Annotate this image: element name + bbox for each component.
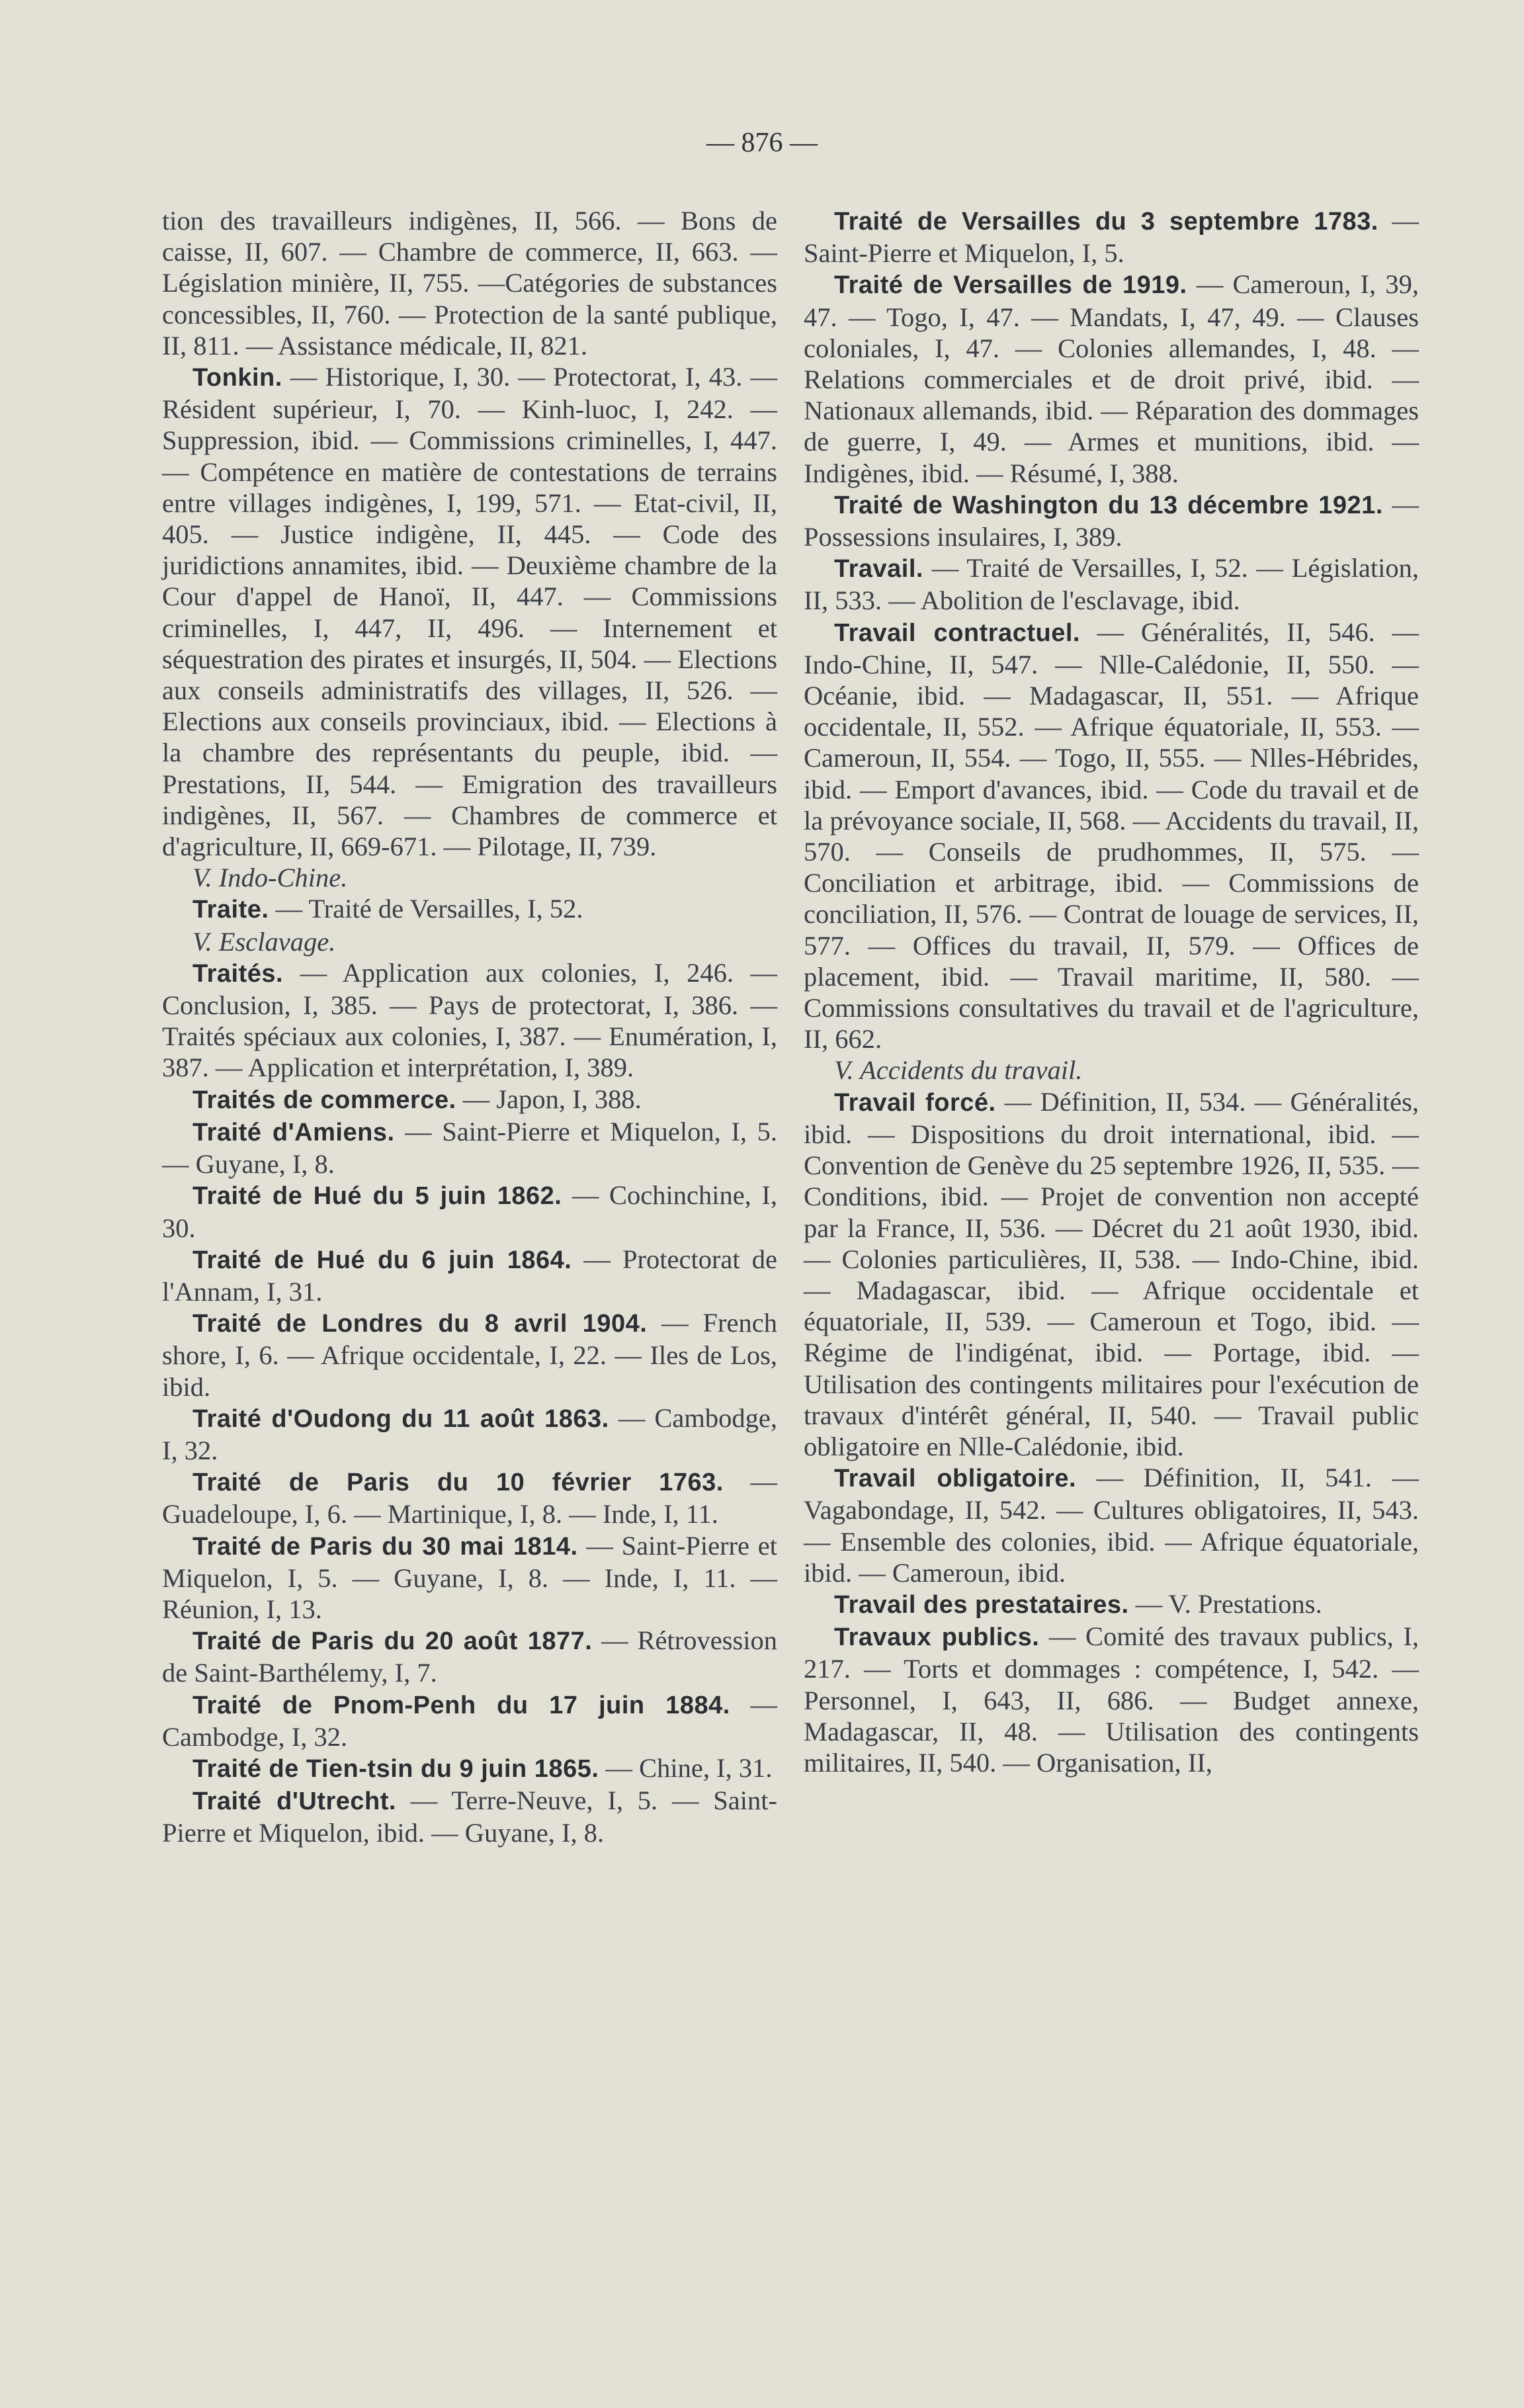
entry-heading: Travail. [834,555,923,583]
index-entry: Traité de Paris du 10 février 1763. — Guadeloupe, I, 6. — Martinique, I, 8. — Inde, I, 11. [162,1467,778,1529]
entry-heading: Traité de Paris du 10 février 1763. [192,1469,724,1497]
entry-heading: Travail obligatoire. [834,1465,1077,1493]
index-entry: Traité d'Amiens. — Saint-Pierre et Miquelon, I, 5. — Guyane, I, 8. [162,1116,777,1180]
see-also: V. Accidents du travail. [834,1055,1083,1086]
index-entry: Traité de Tien-tsin du 9 juin 1865. — Chine, I, 31. [192,1752,773,1783]
index-entry: Traité de Pnom-Penh du 17 juin 1884. — Cambodge, I, 32. [162,1689,778,1752]
index-entry: Traité de Londres du 8 avril 1904. — French shore, I, 6. — Afrique occidentale, I, 22. — Iles de Los, ibid. [162,1308,777,1402]
entry-heading: Travail forcé. [834,1088,996,1117]
index-entry: Tonkin. — Historique, I, 30. — Protectorat, I, 43. — Résident supérieur, I, 70. — Kinh-luoc, I, 242. — Suppression, ibid. — Commissions criminelles, I, 447. — Compétence en matière de contestations de terrains entre villages indigènes, I, 199, 571. — Etat-civil, II, 405. — Justice indigène, II, 445. — Code des juridictions annamites, ibid. — Deuxième chambre de la Cour d'appel de Hanoï, II, 447. — Commissions criminelles, I, 447, II, 496. — Internement et séquestration des pirates et insurgés, II, 504. — Elections aux conseils administratifs des villages, II, 526. — Elections aux conseils provinciaux, ibid. — Elections à la chambre des représentants du peuple, ibid. — Prestations, II, 544. — Emigration des travailleurs indigènes, II, 567. — Chambres de commerce et d'agriculture, II, 669-671. — Pilotage, II, 739. [162,362,777,862]
index-entry: Travail forcé. — Définition, II, 534. — Généralités, ibid. — Dispositions du droit international, ibid. — Convention de Genève du 25 septembre 1926, II, 535. — Conditions, ibid. — Projet de convention non accepté par la France, II, 536. — Décret du 21 août 1930, ibid. — Colonies particulières, II, 538. — Indo-Chine, ibid. — Madagascar, ibid. — Afrique occidentale et équatoriale, II, 539. — Cameroun et Togo, ibid. — Régime de l'indigénat, ibid. — Portage, ibid. — Utilisation des contingents militaires pour l'exécution de travaux d'intérêt général, II, 540. — Travail public obligatoire en Nlle-Calédonie, ibid. [804,1086,1419,1461]
entry-heading: Traité de Versailles du 3 septembre 1783. [834,208,1378,236]
index-entry: Traité de Washington du 13 décembre 1921. — Possessions insulaires, I, 389. [804,489,1419,552]
index-entry: Traité d'Oudong du 11 août 1863. — Cambodge, I, 32. [162,1402,778,1465]
index-entry: tion des travailleurs indigènes, II, 566. — Bons de caisse, II, 607. — Chambre de commerce, II, 663. — Législation minière, II, 755. —Catégories de substances concessibles, II, 760. — Protection de la santé publique, II, 811. — Assistance médicale, II, 821. [162,206,777,361]
index-entry: Traité de Versailles du 3 septembre 1783. — Saint-Pierre et Miquelon, I, 5. [804,206,1419,269]
entry-heading: Travail contractuel. [834,619,1080,647]
right-column [804,205,1419,1778]
entry-heading: Traité de Hué du 6 juin 1864. [192,1246,572,1274]
entry-heading: Traité d'Amiens. [192,1118,395,1146]
page-number: — 876 — [706,128,818,158]
entry-heading: Traité de Versailles de 1919. [834,271,1187,300]
index-entry: Traités. — Application aux colonies, I, 246. — Conclusion, I, 385. — Pays de protectorat, I, 386. — Traités spéciaux aux colonies, I, 387. — Enumération, I, 387. — Application et interprétation, I, 389. [162,957,777,1083]
index-entry: Travail. — Traité de Versailles, I, 52. — Législation, II, 533. — Abolition de l'esclavage, ibid. [804,553,1419,616]
index-entry: Traité de Paris du 20 août 1877. — Rétrovession de Saint-Barthélemy, I, 7. [162,1625,778,1688]
entry-heading: Travail des prestataires. [834,1590,1129,1619]
entry-heading: Traité de Pnom-Penh du 17 juin 1884. [192,1691,730,1719]
entry-heading: Traité de Paris du 20 août 1877. [192,1627,593,1656]
entry-heading: Traité d'Utrecht. [192,1787,396,1816]
index-entry: Traité de Versailles de 1919. — Cameroun, I, 39, 47. — Togo, I, 47. — Mandats, I, 47, 49. — Clauses coloniales, I, 47. — Colonies allemandes, I, 48. — Relations commerciales et de droit privé, ibid. — Nationaux allemands, ibid. — Réparation des dommages de guerre, I, 49. — Armes et munitions, ibid. — Indigènes, ibid. — Résumé, I, 388. [804,269,1419,488]
entry-heading: Travaux publics. [834,1623,1040,1652]
index-entry: Travail obligatoire. — Définition, II, 541. — Vagabondage, II, 542. — Cultures obligatoires, II, 543. — Ensemble des colonies, ibid. — Afrique équatoriale, ibid. — Cameroun, ibid. [804,1463,1419,1588]
entry-heading: Traité de Tien-tsin du 9 juin 1865. [192,1754,599,1783]
entry-heading: Traité de Londres du 8 avril 1904. [192,1310,648,1338]
see-also: V. Indo-Chine. [192,863,348,893]
index-entry: Traite. — Traité de Versailles, I, 52. [192,894,583,924]
entry-heading: Traités. [192,959,284,988]
index-entry: Traités de commerce. — Japon, I, 388. [192,1084,642,1114]
entry-heading: Tonkin. [192,364,282,392]
index-entry: Travail des prestataires. — V. Prestations. [834,1588,1322,1619]
entry-heading: Traité de Washington du 13 décembre 1921. [834,491,1383,519]
index-entry: Travail contractuel. — Généralités, II, 546. — Indo-Chine, II, 547. — Nlle-Calédonie, II, 550. — Océanie, ibid. — Madagascar, II, 551. — Afrique occidentale, II, 552. — Afrique équatoriale, II, 553. — Cameroun, II, 554. — Togo, II, 555. — Nlles-Hébrides, ibid. — Emport d'avances, ibid. — Code du travail et de la prévoyance sociale, II, 568. — Accidents du travail, II, 570. — Conseils de prudhommes, II, 575. — Conciliation et arbitrage, ibid. — Commissions de conciliation, II, 576. — Contrat de louage de services, II, 577. — Offices du travail, II, 579. — Offices de placement, ibid. — Travail maritime, II, 580. — Commissions consultatives du travail et de l'agriculture, II, 662. [804,617,1419,1054]
index-entry: Travaux publics. — Comité des travaux publics, I, 217. — Torts et dommages : compétence, I, 542. — Personnel, I, 643, II, 686. — Budget annexe, Madagascar, II, 48. — Utilisation des contingents militaires, II, 540. — Organisation, II, [804,1621,1419,1778]
entry-heading: Traités de commerce. [192,1086,456,1114]
entry-heading: Traité de Hué du 5 juin 1862. [192,1182,562,1211]
index-entry: Traité de Paris du 30 mai 1814. — Saint-Pierre et Miquelon, I, 5. — Guyane, I, 8. — Inde, I, 11. — Réunion, I, 13. [162,1530,778,1624]
index-entry: Traité d'Utrecht. — Terre-Neuve, I, 5. — Saint-Pierre et Miquelon, ibid. — Guyane, I, 8. [162,1785,778,1848]
index-entry: Traité de Hué du 5 juin 1862. — Cochinchine, I, 30. [162,1180,777,1243]
entry-heading: Traité de Paris du 30 mai 1814. [192,1532,578,1561]
entry-heading: Traité d'Oudong du 11 août 1863. [192,1404,609,1433]
left-column [162,205,777,1849]
see-also: V. Esclavage. [192,926,336,957]
index-entry: Traité de Hué du 6 juin 1864. — Protectorat de l'Annam, I, 31. [162,1244,777,1307]
entry-heading: Traite. [192,896,269,924]
